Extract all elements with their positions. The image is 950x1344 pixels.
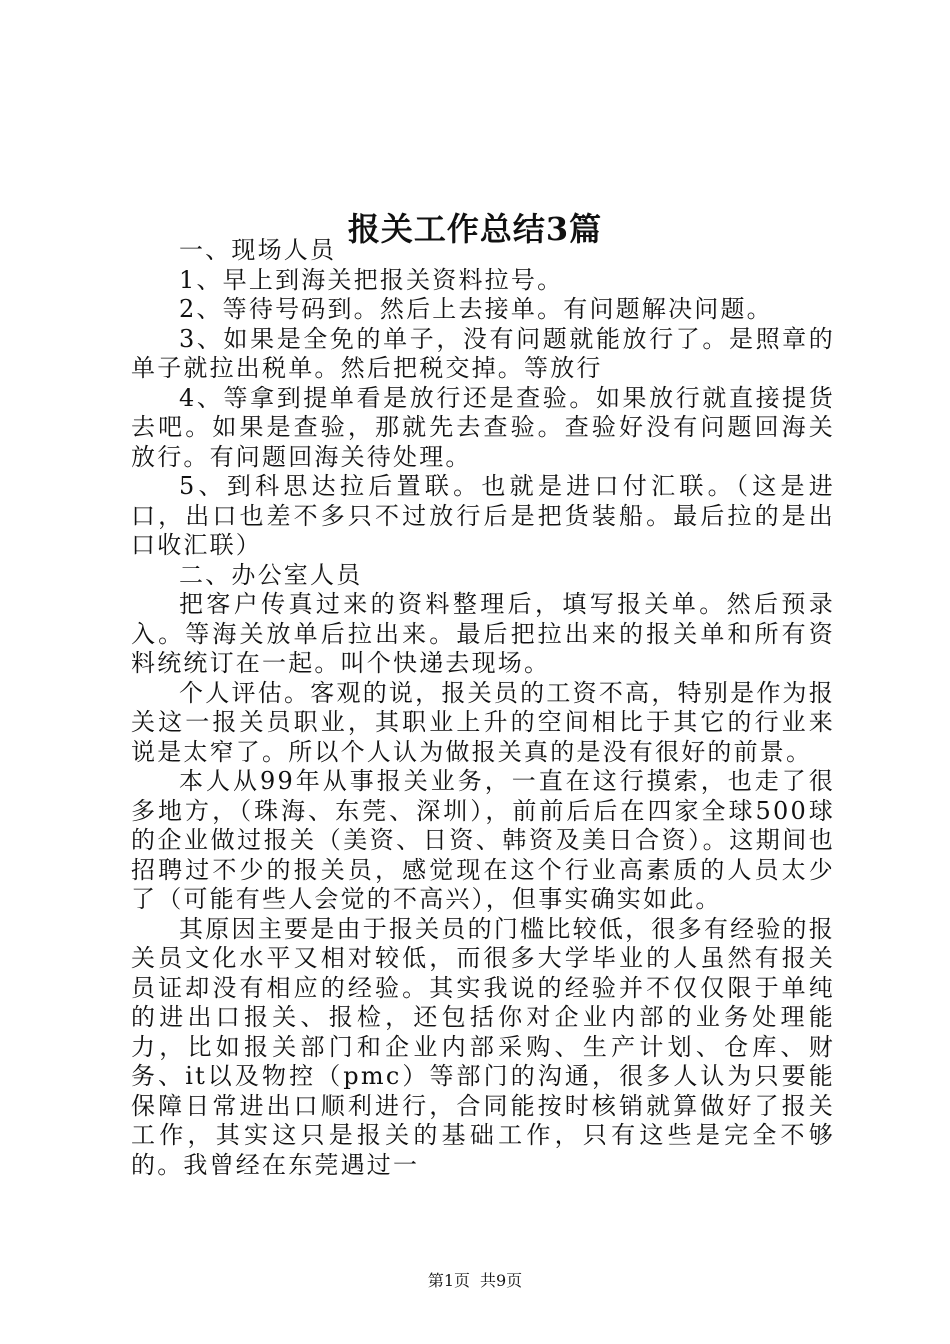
page-footer (0, 1271, 950, 1291)
paragraph-personal-assessment: 个人评估。客观的说，报关员的工资不高，特别是作为报关这一报关员职业，其职业上升的空间相比于其它的行业来说是太窄了。所以个人认为做报关真的是没有很好的前景。 (131, 678, 835, 766)
paragraph-step-3: 3、如果是全免的单子，没有问题就能放行了。是照章的单子就拉出税单。然后把税交掉。等放行 (131, 324, 835, 382)
paragraph-experience: 本人从99年从事报关业务，一直在这行摸索，也走了很多地方，（珠海、东莞、深圳），前前后后在四家全球500球的企业做过报关（美资、日资、韩资及美日合资）。这期间也招聘过不少的报关员，感觉现在这个行业高素质的人员太少了（可能有些人会觉的不高兴），但事实确实如此。 (131, 767, 835, 913)
paragraph-section-heading-2: 二、办公室人员 (179, 560, 363, 589)
paragraph-office-work: 把客户传真过来的资料整理后，填写报关单。然后预录入。等海关放单后拉出来。最后把拉出来的报关单和所有资料统统订在一起。叫个快递去现场。 (131, 590, 835, 677)
document-title: 报关工作总结3篇 (347, 210, 603, 249)
paragraph-section-heading-1: 一、现场人员 (179, 236, 337, 264)
paragraph-step-4: 4、等拿到提单看是放行还是查验。如果放行就直接提货去吧。如果是查验，那就先去查验。查验好没有问题回海关放行。有问题回海关待处理。 (131, 383, 835, 471)
page-total: 共9页 (480, 1271, 523, 1290)
document-body (131, 236, 835, 1180)
paragraph-step-5: 5、到科思达拉后置联。也就是进口付汇联。（这是进口，出口也差不多只不过放行后是把货装船。最后拉的是出口收汇联） (131, 472, 835, 559)
page-number: 第1页 (427, 1271, 470, 1290)
paragraph-reasons: 其原因主要是由于报关员的门槛比较低，很多有经验的报关员文化水平又相对较低，而很多大学毕业的人虽然有报关员证却没有相应的经验。其实我说的经验并不仅仅限于单纯的进出口报关、报检，还包括你对企业内部的业务处理能力，比如报关部门和企业内部采购、生产计划、仓库、财务、it以及物控（pmc）等部门的沟通，很多人认为只要能保障日常进出口顺利进行，合同能按时核销就算做好了报关工作，其实这只是报关的基础工作，只有这些是完全不够的。我曾经在东莞遇过一 (131, 914, 835, 1179)
paragraph-step-1: 1、早上到海关把报关资料拉号。 (179, 265, 564, 294)
paragraph-step-2: 2、等待号码到。然后上去接单。有问题解决问题。 (179, 295, 773, 323)
